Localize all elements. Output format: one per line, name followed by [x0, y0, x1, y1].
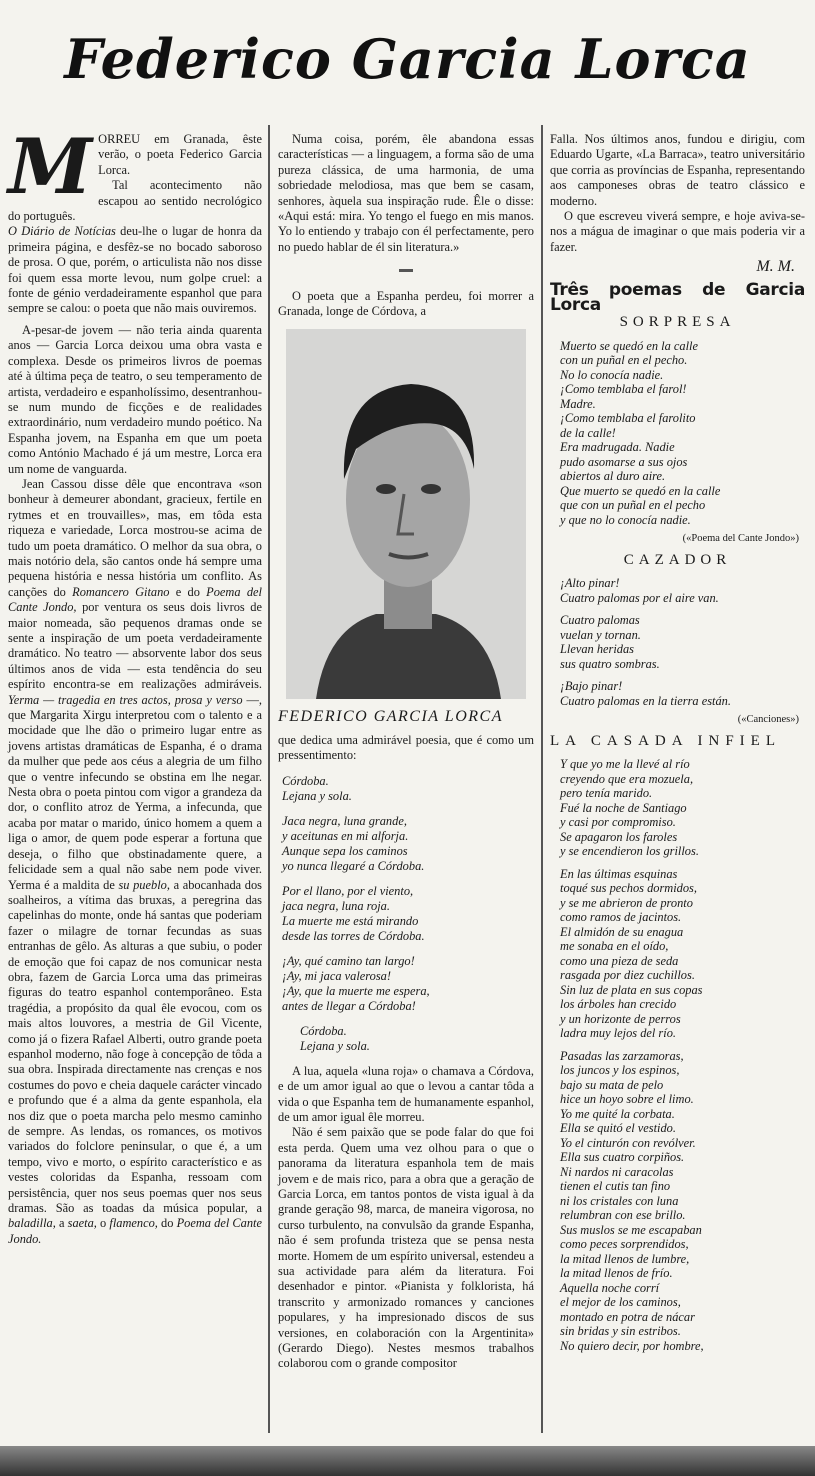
article-paragraph: O que escreveu viverá sempre, e hoje aviva-se-nos a mágua de imaginar o que mais poderia vir a fazer. — [550, 209, 805, 254]
separator — [278, 261, 534, 276]
column-3 — [550, 132, 805, 1361]
article-paragraph: MORREU em Granada, êste verão, o poeta Federico Garcia Lorca. — [8, 122, 262, 211]
author-signature: M. M. — [756, 258, 795, 276]
article-paragraph: A-pesar-de jovem — não teria ainda quarenta anos — Garcia Lorca deixou uma obra vasta e complexa. Desde os primeiros livros de poemas até à última peça de teatro, o seu temperamento de artista, verdadeiro e espanholíssimo, desentranhou-se num mundo de ficções e de realidades extraordinário, num verdadeiro mundo poético. Na Espanha jovem, na Espanha em que um poeta como António Machado é já um mestre, Lorca era um nome de vanguarda. — [8, 322, 262, 476]
page-title: Federico Garcia Lorca — [64, 27, 751, 91]
poem-title: LA CASADA INFIEL — [550, 732, 782, 749]
article-paragraph: que dedica uma admirável poesia, que é como um pressentimento: — [278, 732, 534, 763]
poem-stanza: En las últimas esquinas toqué sus pechos dormidos, y se me abrieron de pronto como ramos de jacintos. El almidón de su enagua me sonaba en el oído, como una pieza de seda rasgada por diez cuchillos. Sin luz de plata en sus copas los árboles han crecido y un horizonte de perros ladra muy lejos del río. — [560, 866, 703, 1040]
article-paragraph: A lua, aquela «luna roja» o chamava a Córdova, e de um amor igual ao que o levou a cantar tôda a vida o que Espanha tem de humanamente espanhol, de um amor igual êle morreu. — [278, 1063, 534, 1124]
poem-stanza: ¡Ay, qué camino tan largo! ¡Ay, mi jaca valerosa! ¡Ay, que la muerte me espera, antes de llegar a Córdoba! — [282, 953, 430, 1013]
article-paragraph: Jean Cassou disse dêle que encontrava «son bonheur à demeurer abondant, gracieux, fertile en rytmes et en trouvailles», mas, em tôda esta riqueza e variedade, Lorca mostrou-se acima de tudo um poeta dramático. O melhor da sua obra, o mais notório dela, são cantos onde há sempre uma pequena história e nessa história um conflito. As canções do Romancero Gitano e do Poema del Cante Jondo, por ventura os seus dois livros de maior nomeada, são pequenos dramas onde se sente a inspiração de um poeta verdadeiramente dramático. No teatro — absorvente labor dos seus últimos anos de vida — esta tendência do seu espírito encontra-se em realizações admiráveis. Yerma — tragedia en tres actos, prosa y verso —, que Margarita Xirgu interpretou com o talento e a mocidade que lhe dão o primeiro lugar entre as jovens artistas dramáticas de Espanha, é o drama da mulher que pede aos céus a alegria de um filho que o ventre infecundo se obstina em lhe negar. Nesta obra o poeta pintou com vigor a grandeza da dor, o conflito atroz de Yerma, a infecunda, que acaba por matar o marido, único homem a quem a liga o amor, de quem pode esperar a fortuna que deseja, o filho que obstinadamente quere, a felicidade sem a qual não sabe nem pode viver. Yerma é a maldita de su pueblo, a abocanhada dos soalheiros, a vítima das bruxas, a peregrina das capelinhas do monte, onde há santas que poderiam fazer o milagre de tornar fecundas as suas entranhas de gêlo. As alturas a que subiu, o poder de emoção que foi capaz de nos comunicar nesta obra, fazem de Garcia Lorca uma das primeiras figuras do teatro espanhol contemporâneo. Esta tragédia, a propósito da qual êle evocou, com os mais altos louvores, a mestria de Gil Vicente, como já o fizera Rafael Alberti, outro grande poeta espanhol moderno, não foge à concepção de tôda a sua obra. Inspirada directamente nas crenças e nos costumes do povo e cheia daquele carácter vincado e profundo que é a alma da gente espanhola, ela nos diz que o poeta marcha pelo mesmo caminho de sempre. As lendas, os romances, os motivos variados do folclore peninsular, o que é, a um tempo, vivo e morto, o espírito característico e as vestes coloridas da Espanha, ressoam com persistência, quer nos seus poemas quer nos seus dramas. São as toadas da música popular, a baladilla, a saeta, o flamenco, do Poema del Cante Jondo. — [8, 476, 263, 1246]
article-paragraph: Numa coisa, porém, êle abandona essas características — a linguagem, a forma são de uma pureza clássica, de uma harmonia, de uma sobriedade melodiosa, mas que bem se casam, senhores, àquela sua inspiração rude. Êle o disse: «Aqui está: mira. Yo tengo el fuego en mis manos. Yo lo entiendo y trabajo con él perfectamente, pero no puedo hablar de él sin literatura.» — [278, 132, 534, 254]
article-paragraph: O Diário de Notícias deu-lhe o lugar de honra da primeira página, e desfêz-se no bocado saboroso de prosa. O que, porém, o articulista não nos disse foi quem essa morte levou, num golpe cruel: a fonte de génio verdadeiramente espanhol que para sempre se calou: o poeta que não mais ouviremos. — [8, 224, 262, 316]
column-divider — [541, 125, 543, 1433]
poem-source: («Poema del Cante Jondo») — [682, 533, 799, 545]
poem-stanza: ¡Bajo pinar! Cuatro palomas en la tierra están. — [560, 679, 731, 708]
page-edge-shadow — [0, 1446, 815, 1476]
poem-stanza: Muerto se quedó en la calle con un puñal en el pecho. No lo conocía nadie. ¡Como temblaba el farol! Madre. ¡Como temblaba el farolito de la calle! Era madrugada. Nadie pudo asomarse a sus ojos abiertos al duro aire. Que muerto se quedó en la calle que con un puñal en el pecho y que no lo conocía nadie. — [560, 338, 721, 527]
article-paragraph: Falla. Nos últimos anos, fundou e dirigiu, com Eduardo Ugarte, «La Barraca», teatro universitário que corria as províncias de Espanha, representando aos camponeses obras de teatro clássico e moderno. — [550, 132, 805, 208]
poem-stanza: Y que yo me la llevé al río creyendo que era mozuela, pero tenía marido. Fué la noche de Santiago y casi por compromiso. Se apagaron los faroles y se encendieron los grillos. — [560, 757, 699, 858]
column-2 — [278, 132, 534, 1372]
column-1 — [8, 122, 263, 1247]
column-divider — [268, 125, 270, 1433]
poem-stanza: Córdoba. Lejana y sola. — [300, 1023, 370, 1053]
poem-title: SORPRESA — [619, 314, 736, 331]
poem-stanza: Cuatro palomas vuelan y tornan. Llevan heridas sus quatro sombras. — [560, 613, 660, 671]
article-paragraph: O poeta que a Espanha perdeu, foi morrer a Granada, longe de Córdova, a — [278, 288, 534, 319]
poem-stanza: Córdoba. Lejana y sola. — [282, 773, 352, 803]
section-heading: Três poemas de Garcia Lorca — [550, 279, 805, 316]
drop-cap: M — [8, 122, 93, 211]
poem-stanza: Pasadas las zarzamoras, los juncos y los espinos, bajo su mata de pelo hice un hoyo sobre el limo. Yo me quité la corbata. Ella se quitó el vestido. Yo el cinturón con revólver. Ella sus cuatro corpiños. Ni nardos ni caracolas tienen el cutis tan fino ni los cristales con luna relumbran con ese brillo. Sus muslos se me escapaban como peces sorprendidos, la mitad llenos de lumbre, la mitad llenos de frío. Aquella noche corrí el mejor de los caminos, montado en potra de nácar sin bridas y sin estribos. No quiero decir, por hombre, — [560, 1048, 704, 1353]
poem-stanza: ¡Alto pinar! Cuatro palomas por el aire van. — [560, 576, 719, 605]
poem-stanza: Jaca negra, luna grande, y aceitunas en mi alforja. Aunque sepa los caminos yo nunca llegaré a Córdoba. — [282, 813, 425, 873]
photo-caption: FEDERICO GARCIA LORCA — [278, 708, 503, 726]
portrait-photo — [286, 329, 526, 699]
article-paragraph: Não é sem paixão que se pode falar do que foi esta perda. Quem uma vez olhou para o que o panorama da literatura espanhola tem de mais jovem e de mais rico, para a obra que a geração de Garcia Lorca, em tantos pontos de vista igual à da grande geração 98, marca, de maneira vigorosa, no curso turbulento, na convulsão da grande Espanha, não é sem profunda tristeza que se pensa nesta morte. Homem de um espírito universal, estendeu a sua actividade para além da literatura. Foi desenhador e pintor. «Pianista y folklorista, há transcrito y armonizado romances y canciones populares, y ha impresionado discos de sus versiones, en colaboración con la Argentinita» (Gerardo Diego). Nestes mesmos trabalhos colaborou com o grande compositor — [278, 1125, 534, 1371]
poem-stanza: Por el llano, por el viento, jaca negra, luna roja. La muerte me está mirando desde las torres de Córdoba. — [282, 883, 425, 943]
poem-title: CAZADOR — [623, 551, 732, 568]
poem-source: («Canciones») — [737, 714, 799, 726]
article-paragraph: Tal acontecimento não escapou ao sentido necrológico do português. — [8, 178, 262, 224]
